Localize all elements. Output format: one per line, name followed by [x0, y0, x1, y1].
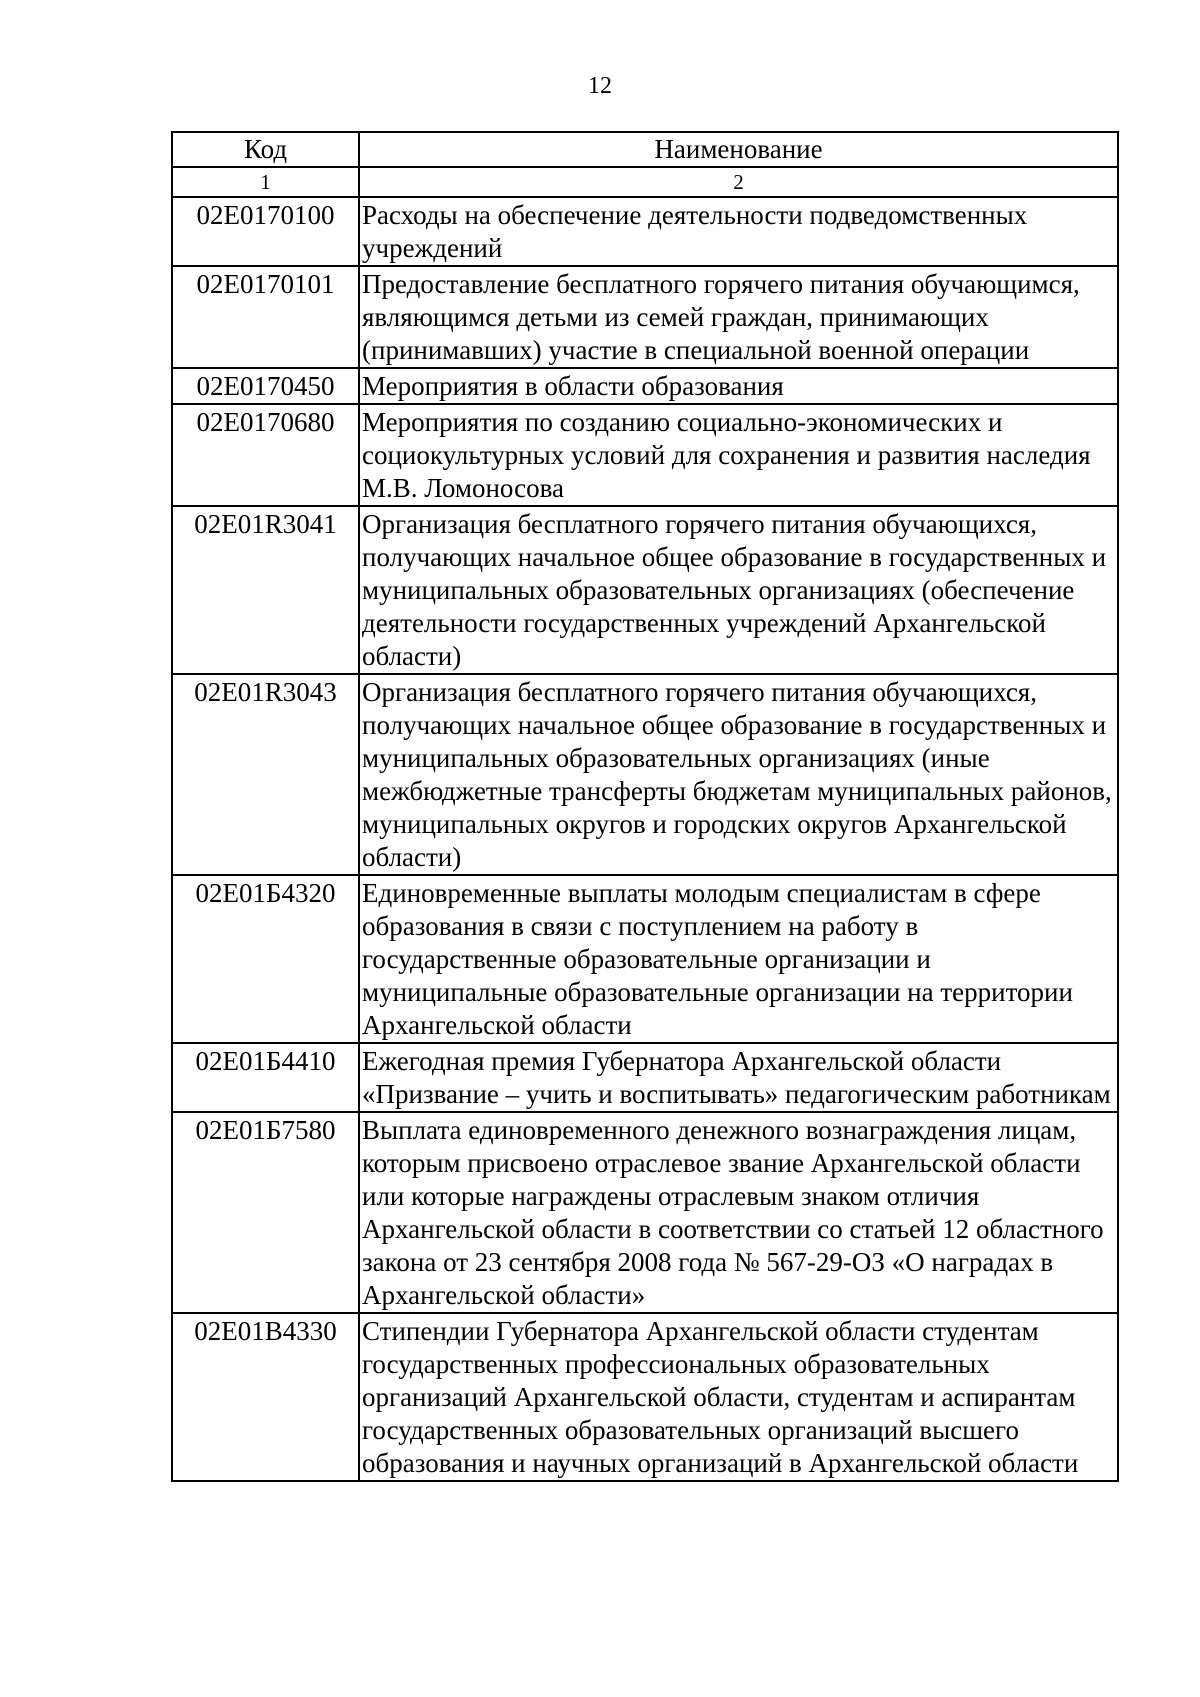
- page-number: 12: [588, 73, 612, 99]
- column-number-1: 1: [172, 167, 359, 197]
- row-code: 02Е0170680: [172, 404, 359, 506]
- row-code: 02Е0170450: [172, 368, 359, 404]
- table-row: [172, 266, 1118, 368]
- row-code: 02Е01Б7580: [172, 1112, 359, 1313]
- table-row: [172, 1043, 1118, 1112]
- table-row: [172, 506, 1118, 674]
- table-row: [172, 1313, 1118, 1481]
- header-code: Код: [172, 132, 359, 167]
- row-name: Организация бесплатного горячего питания обучающихся, получающих начальное общее образование в государственных и муниципальных образовательных организациях (обеспечение деятельности государственных учреждений Архангельской области): [359, 506, 1118, 674]
- column-number-row: [172, 167, 1118, 197]
- row-name: Ежегодная премия Губернатора Архангельской области «Призвание – учить и воспитывать» педагогическим работникам: [359, 1043, 1118, 1112]
- row-name: Предоставление бесплатного горячего питания обучающимся, являющимся детьми из семей граждан, принимающих (принимавших) участие в специальной военной операции: [359, 266, 1118, 368]
- header-name: Наименование: [359, 132, 1118, 167]
- row-code: 02Е01Б4320: [172, 875, 359, 1043]
- row-name: Стипендии Губернатора Архангельской области студентам государственных профессиональных образовательных организаций Архангельской области, студентам и аспирантам государственных образовательных организаций высшего образования и научных организаций в Архангельской области: [359, 1313, 1118, 1481]
- row-name: Единовременные выплаты молодым специалистам в сфере образования в связи с поступлением на работу в государственные образовательные организации и муниципальные образовательные организации на территории Архангельской области: [359, 875, 1118, 1043]
- column-number-2: 2: [359, 167, 1118, 197]
- row-code: 02Е0170101: [172, 266, 359, 368]
- row-name: Выплата единовременного денежного вознаграждения лицам, которым присвоено отраслевое звание Архангельской области или которые награждены отраслевым знаком отличия Архангельской области в соответствии со статьей 12 областного закона от 23 сентября 2008 года № 567-29-ОЗ «О наградах в Архангельской области»: [359, 1112, 1118, 1313]
- row-code: 02Е01В4330: [172, 1313, 359, 1481]
- table-header-row: [172, 132, 1118, 167]
- row-code: 02Е0170100: [172, 197, 359, 266]
- row-code: 02Е01R3043: [172, 674, 359, 875]
- row-name: Мероприятия в области образования: [359, 368, 1118, 404]
- table-row: [172, 197, 1118, 266]
- table-row: [172, 1112, 1118, 1313]
- row-code: 02Е01Б4410: [172, 1043, 359, 1112]
- row-name: Мероприятия по созданию социально-экономических и социокультурных условий для сохранения и развития наследия М.В. Ломоносова: [359, 404, 1118, 506]
- table-row: [172, 875, 1118, 1043]
- table-row: [172, 674, 1118, 875]
- row-name: Организация бесплатного горячего питания обучающихся, получающих начальное общее образование в государственных и муниципальных образовательных организациях (иные межбюджетные трансферты бюджетам муниципальных районов, муниципальных округов и городских округов Архангельской области): [359, 674, 1118, 875]
- row-code: 02Е01R3041: [172, 506, 359, 674]
- table-row: [172, 368, 1118, 404]
- table-row: [172, 404, 1118, 506]
- row-name: Расходы на обеспечение деятельности подведомственных учреждений: [359, 197, 1118, 266]
- budget-codes-table: [171, 131, 1119, 1482]
